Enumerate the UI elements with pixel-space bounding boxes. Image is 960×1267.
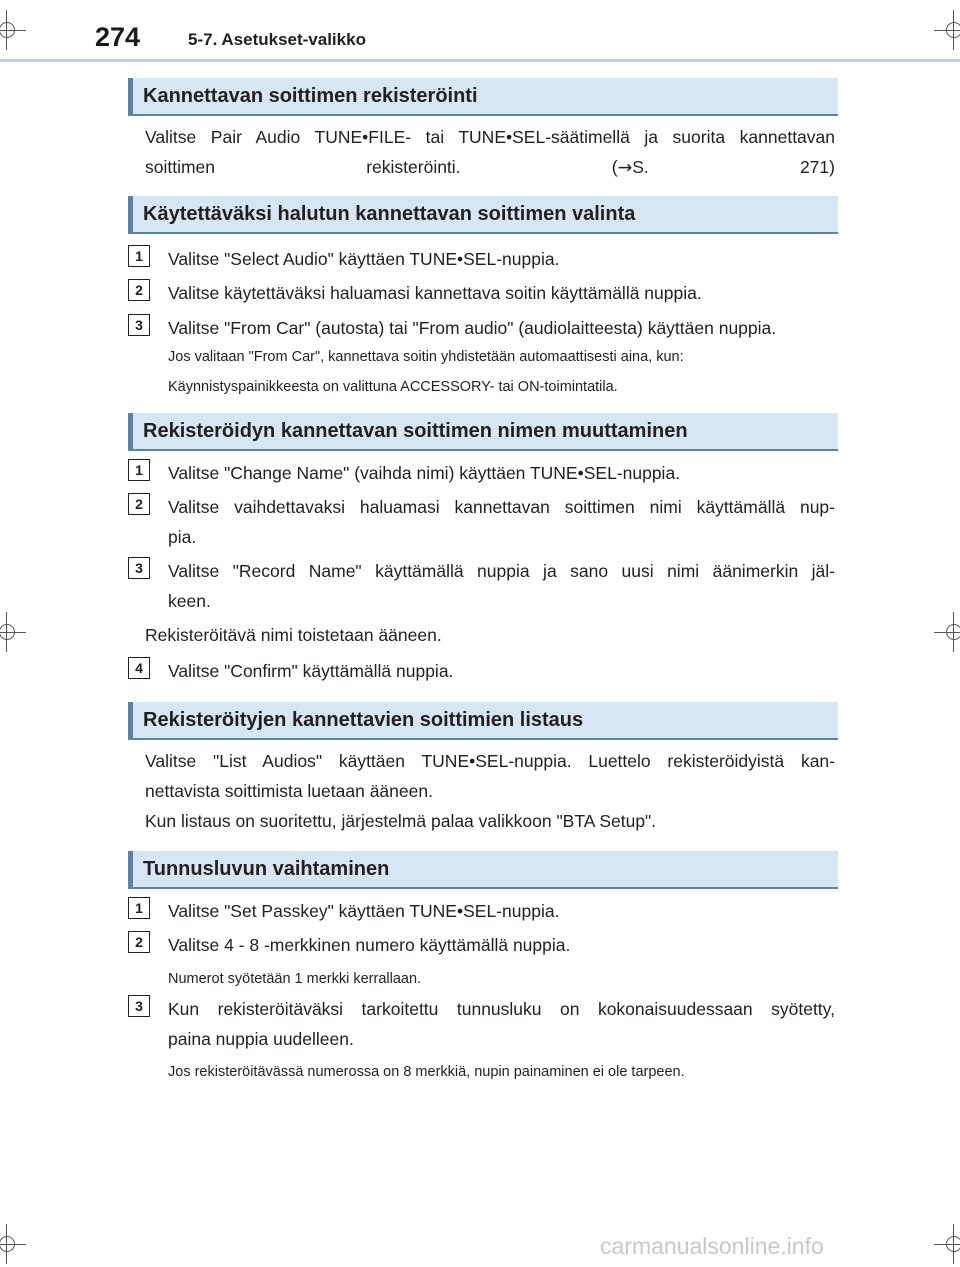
step-text: Valitse käytettäväksi haluamasi kannettava soitin käyttämällä nuppia. bbox=[168, 283, 702, 303]
crop-mark-mid-left bbox=[0, 608, 30, 658]
crop-mark-mid-right bbox=[930, 608, 960, 658]
step-text: Valitse "Change Name" (vaihda nimi) käyttäen TUNE•SEL-nuppia. bbox=[168, 463, 681, 483]
step-item bbox=[128, 556, 838, 611]
arrow-right-icon: → bbox=[617, 158, 633, 178]
step-text: Valitse 4 - 8 -merkkinen numero käyttämällä nuppia. bbox=[168, 935, 571, 955]
section-heading-registration: Kannettavan soittimen rekisteröinti bbox=[128, 78, 838, 116]
step-text: Valitse "Select Audio" käyttäen TUNE•SEL-nuppia. bbox=[168, 249, 560, 269]
chapter-title: 5-7. Asetukset-valikko bbox=[188, 30, 366, 49]
step-text: Valitse "Record Name" käyttämällä nuppia ja sano uusi nimi äänimerkin jäl- keen. bbox=[168, 561, 835, 611]
step-number-badge: 2 bbox=[128, 931, 150, 953]
step-text: Kun rekisteröitäväksi tarkoitettu tunnusluku on kokonaisuudessaan syötetty, paina nuppia uudelleen. bbox=[168, 999, 835, 1049]
crop-mark-top-left bbox=[0, 0, 30, 60]
step-text: Valitse "Confirm" käyttämällä nuppia. bbox=[168, 661, 454, 681]
step-item bbox=[128, 278, 838, 308]
header-rule bbox=[0, 59, 960, 62]
step-number-badge: 2 bbox=[128, 493, 150, 515]
step-item bbox=[128, 244, 838, 274]
step-number-badge: 1 bbox=[128, 459, 150, 481]
plain-text: Rekisteröitävä nimi toistetaan ääneen. bbox=[145, 625, 442, 645]
step-number-badge: 2 bbox=[128, 279, 150, 301]
step-number-badge: 3 bbox=[128, 314, 150, 336]
crop-mark-bottom-left bbox=[0, 1220, 30, 1267]
crop-mark-top-right bbox=[930, 0, 960, 60]
step-number-badge: 1 bbox=[128, 245, 150, 267]
step-item bbox=[128, 930, 838, 960]
step-item bbox=[128, 458, 838, 488]
step-text: Valitse vaihdettavaksi haluamasi kannettavan soittimen nimi käyttämällä nup- pia. bbox=[168, 497, 835, 547]
step-item bbox=[128, 994, 838, 1049]
watermark: carmanualsonline.info bbox=[600, 1233, 824, 1259]
step-number-badge: 4 bbox=[128, 657, 150, 679]
step-item bbox=[128, 656, 838, 686]
step-item bbox=[128, 492, 838, 547]
step-text: Valitse "From Car" (autosta) tai "From audio" (audiolaitteesta) käyttäen nuppia. bbox=[168, 318, 777, 338]
crop-mark-bottom-right bbox=[930, 1220, 960, 1267]
section-heading-list: Rekisteröityjen kannettavien soittimien listaus bbox=[128, 702, 838, 740]
section-heading-rename: Rekisteröidyn kannettavan soittimen nimen muuttaminen bbox=[128, 413, 838, 451]
note-text: Jos rekisteröitävässä numerossa on 8 merkkiä, nupin painaminen ei ole tarpeen. bbox=[168, 1064, 685, 1080]
step-number-badge: 3 bbox=[128, 557, 150, 579]
section-heading-passkey: Tunnusluvun vaihtaminen bbox=[128, 851, 838, 889]
note-text: Numerot syötetään 1 merkki kerrallaan. bbox=[168, 971, 422, 987]
step-item bbox=[128, 896, 838, 926]
page-number: 274 bbox=[95, 22, 141, 52]
step-number-badge: 1 bbox=[128, 897, 150, 919]
step-item bbox=[128, 313, 838, 343]
step-text: Valitse "Set Passkey" käyttäen TUNE•SEL-nuppia. bbox=[168, 901, 560, 921]
note-text: Jos valitaan "From Car", kannettava soitin yhdistetään automaattisesti aina, kun: Käynnistyspainikkeesta on valittuna ACCESSORY- tai ON-toimintatila. bbox=[168, 349, 684, 395]
section-heading-select-player: Käytettäväksi halutun kannettavan soittimen valinta bbox=[128, 196, 838, 234]
registration-paragraph: Valitse Pair Audio TUNE•FILE- tai TUNE•SEL-säätimellä ja suorita kannettavan soittimen rekisteröinti. (→S. 271) bbox=[145, 127, 835, 178]
list-paragraph: Valitse "List Audios" käyttäen TUNE•SEL-nuppia. Luettelo rekisteröidyistä kan- nettavista soittimista luetaan ääneen. Kun listaus on suoritettu, järjestelmä palaa valikkoon "BTA Setup". bbox=[145, 751, 835, 831]
step-number-badge: 3 bbox=[128, 995, 150, 1017]
